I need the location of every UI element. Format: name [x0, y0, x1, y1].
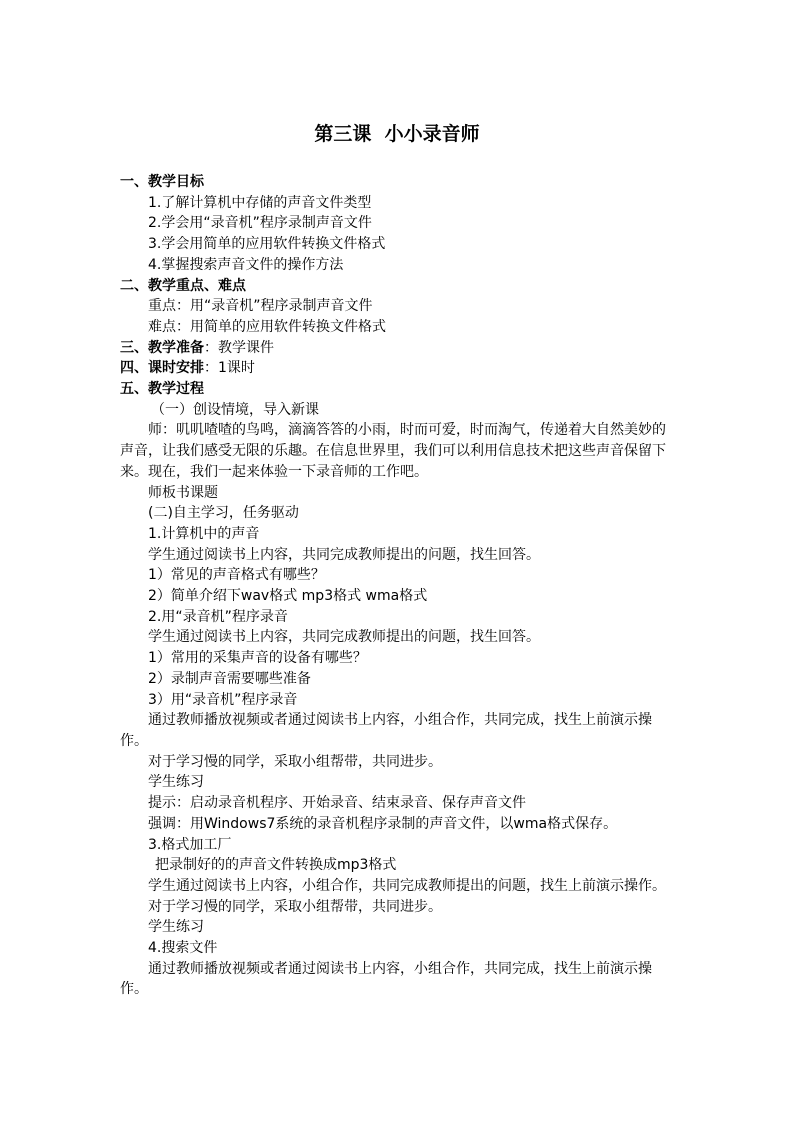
process-line: 1）常见的声音格式有哪些？ — [148, 567, 325, 584]
keypoint-item: 难点：用简单的应用软件转换文件格式 — [148, 318, 386, 335]
process-line: 2.用“录音机”程序录音 — [148, 608, 288, 625]
process-line: 4.搜索文件 — [148, 940, 218, 957]
process-line: 对于学习慢的同学，采取小组帮带，共同进步。 — [148, 898, 442, 915]
process-subheading: (二)自主学习，任务驱动 — [148, 505, 299, 522]
process-line: 学生练习 — [148, 774, 204, 791]
process-line: 强调：用Windows7系统的录音机程序录制的声音文件，以wma格式保存。 — [148, 815, 618, 832]
process-line: 1.计算机中的声音 — [148, 525, 260, 542]
section-schedule — [120, 358, 676, 379]
keypoint-item: 重点：用“录音机”程序录制声音文件 — [148, 298, 373, 315]
process-line: 2）录制声音需要哪些准备 — [148, 670, 311, 687]
process-line: 3.格式加工厂 — [148, 836, 232, 853]
process-line: 学生通过阅读书上内容，共同完成教师提出的问题，找生回答。 — [148, 629, 540, 646]
prep-value: ：教学课件 — [204, 339, 274, 356]
process-line: 1）常用的采集声音的设备有哪些？ — [148, 650, 367, 667]
section-prep — [120, 338, 676, 359]
document-body — [120, 172, 676, 1000]
schedule-value: ：1课时 — [204, 360, 255, 377]
section-heading-process: 五、教学过程 — [120, 381, 204, 398]
section-heading-prep: 三、教学准备 — [120, 339, 204, 356]
goal-item: 3.学会用简单的应用软件转换文件格式 — [148, 236, 386, 253]
process-line: 对于学习慢的同学，采取小组帮带，共同进步。 — [148, 753, 442, 770]
process-line: 提示：启动录音机程序、开始录音、结束录音、保存声音文件 — [148, 795, 526, 812]
section-heading-schedule: 四、课时安排 — [120, 360, 204, 377]
process-paragraph: 通过教师播放视频或者通过阅读书上内容，小组合作，共同完成，找生上前演示操作。 — [120, 712, 652, 749]
process-line: 把录制好的的声音文件转换成mp3格式 — [155, 857, 397, 874]
goal-item: 4.掌握搜索声音文件的操作方法 — [148, 256, 344, 273]
process-line: 学生练习 — [148, 919, 204, 936]
process-paragraph: 学生通过阅读书上内容，小组合作，共同完成教师提出的问题，找生上前演示操作。 — [148, 877, 666, 894]
process-subheading: （一）创设情境，导入新课 — [151, 401, 319, 418]
process-paragraph: 通过教师播放视频或者通过阅读书上内容，小组合作，共同完成，找生上前演示操作。 — [120, 960, 652, 998]
page-title: 第三课 小小录音师 — [314, 123, 480, 145]
process-line: 3）用“录音机”程序录音 — [148, 691, 298, 708]
goal-item: 2.学会用“录音机”程序录制声音文件 — [148, 215, 372, 232]
process-paragraph: 师：叽叽喳喳的鸟鸣，滴滴答答的小雨，时而可爱，时而淘气，传递着大自然美妙的声音，让我们感受无限的乐趣。在信息世界里，我们可以利用信息技术把这些声音保留下来。现在，我们一起来体验一下录音师的工作吧。 — [120, 422, 666, 480]
section-heading-keypoints: 二、教学重点、难点 — [120, 277, 246, 294]
process-line: 学生通过阅读书上内容，共同完成教师提出的问题，找生回答。 — [148, 546, 540, 563]
process-line: 师板书课题 — [148, 484, 218, 501]
section-heading-goals: 一、教学目标 — [120, 174, 204, 190]
goal-item: 1.了解计算机中存储的声音文件类型 — [148, 194, 372, 211]
process-line: 2）简单介绍下wav格式 mp3格式 wma格式 — [148, 588, 428, 605]
